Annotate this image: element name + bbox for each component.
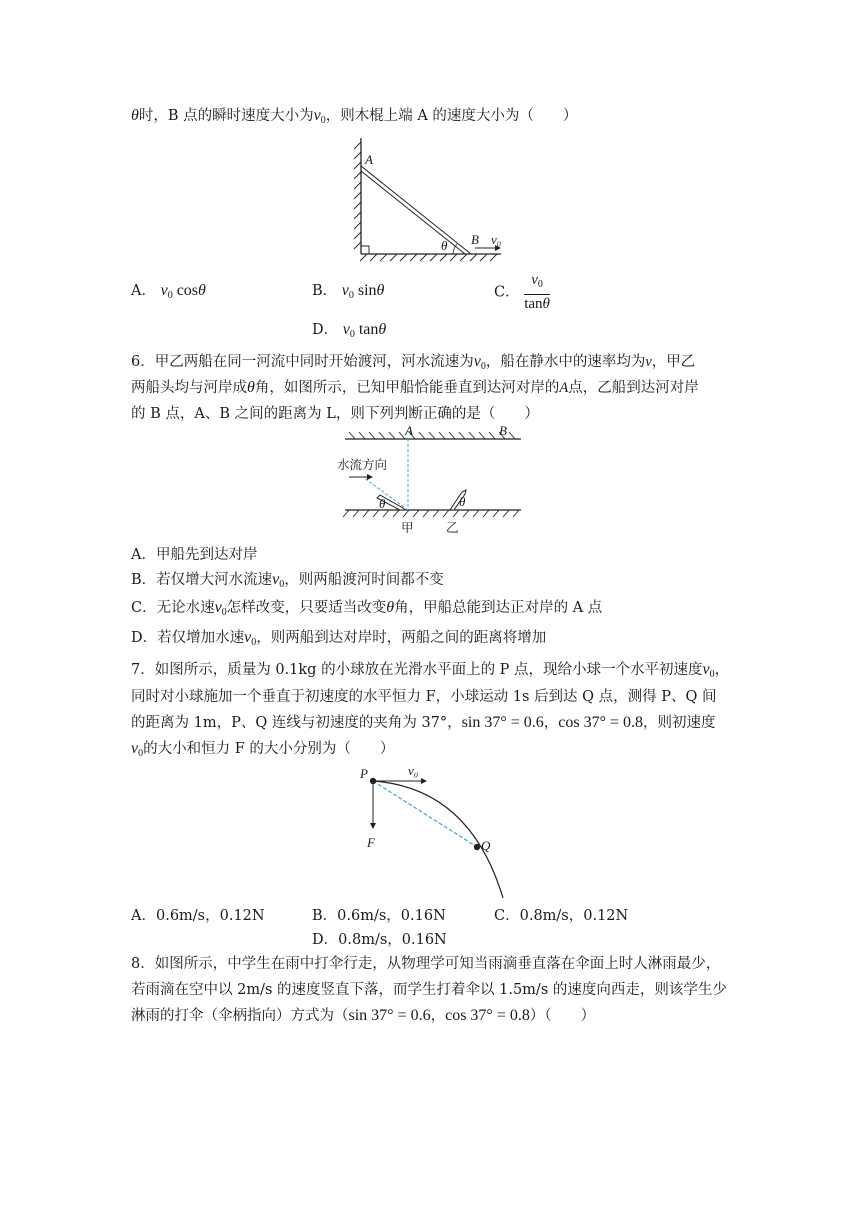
q8-stem-line1: 8．如图所示，中学生在雨中打伞行走，从物理学可知当雨滴垂直落在伞面上时人淋雨最少， (131, 956, 721, 972)
label-A: A (365, 152, 373, 167)
label-v0: v₀ (491, 232, 502, 247)
q5-option-a[interactable]: A． $v_0$ cosθ (131, 282, 206, 301)
q8-stem-line3: 淋雨的打伞（伞柄指向）方式为（sin 37° = 0.6，cos 37° = 0.8）（ ） (131, 1007, 596, 1024)
label-flow-direction: 水流方向 (337, 457, 388, 472)
q6-option-c[interactable]: C．无论水速$v_0$怎样改变，只要适当改变θ角，甲船总能到达正对岸的 A 点 (131, 599, 603, 618)
label-P: P (360, 766, 368, 781)
q7-stem-line2: 同时对小球施加一个垂直于初速度的水平恒力 F，小球运动 1s 后到达 Q 点，测得 P、Q 间 (131, 689, 717, 705)
label-theta: θ (441, 238, 448, 253)
q6-option-b[interactable]: B．若仅增大河水流速$v_0$，则两船渡河时间都不变 (131, 571, 444, 590)
label-B: B (499, 423, 507, 438)
label-theta-yi: θ (459, 494, 466, 509)
q6-option-d[interactable]: D．若仅增加水速$v_0$，则两船到达对岸时，两船之间的距离将增加 (131, 629, 547, 648)
q6-stem-line3: 的 B 点，A、B 之间的距离为 L，则下列判断正确的是（ ） (131, 406, 539, 422)
label-yi: 乙 (446, 520, 459, 535)
q5-option-d[interactable]: D． $v_0$ tanθ (312, 321, 387, 340)
label-F: F (367, 835, 375, 850)
label-theta-jia: θ (379, 496, 386, 511)
q5-ladder-figure (345, 134, 510, 264)
label-A: A (405, 423, 413, 438)
q5-stem: θ时，B 点的瞬时速度大小为$v_0$，则木棍上端 A 的速度大小为（ ） (131, 107, 578, 126)
q6-river-figure (333, 422, 533, 537)
q6-stem-line2: 两船头均与河岸成θ角，如图所示，已知甲船恰能垂直到达河对岸的A点，乙船到达河对岸 (131, 379, 699, 396)
q7-stem-line1: 7．如图所示，质量为 0.1kg 的小球放在光滑水平面上的 P 点，现给小球一个水平初速度$v_0$， (131, 661, 730, 680)
q7-trajectory-figure (355, 763, 515, 903)
q7-option-b[interactable]: B．0.6m/s，0.16N (312, 908, 446, 924)
q5-option-c[interactable]: C． $\frac{v_0}{\tan\theta}$ (494, 272, 550, 312)
label-v0: v₀ (408, 763, 419, 778)
q8-stem-line2: 若雨滴在空中以 2m/s 的速度竖直下落，而学生打着伞以 1.5m/s 的速度向西走，则该学生少 (131, 982, 727, 998)
q5-option-c-fraction: $\frac{v_0}{\tan\theta}$ (524, 272, 550, 312)
q6-option-a[interactable]: A．甲船先到达对岸 (131, 547, 258, 563)
q7-option-d[interactable]: D．0.8m/s，0.16N (312, 932, 447, 948)
q7-option-a[interactable]: A．0.6m/s，0.12N (131, 908, 265, 924)
q7-stem-line4: $v_0$的大小和恒力 F 的大小分别为（ ） (131, 740, 395, 759)
q7-stem-line3: 的距离为 1m，P、Q 连线与初速度的夹角为 37°，sin 37° = 0.6，cos 37° = 0.8，则初速度 (131, 714, 716, 731)
label-B: B (471, 232, 479, 247)
q6-stem-line1: 6．甲乙两船在同一河流中同时开始渡河，河水流速为$v_0$，船在静水中的速率均为v，甲乙 (131, 353, 696, 372)
q5-option-b[interactable]: B． $v_0$ sinθ (312, 282, 385, 301)
label-jia: 甲 (401, 520, 414, 535)
q7-option-c[interactable]: C．0.8m/s，0.12N (494, 908, 629, 924)
label-Q: Q (481, 838, 491, 853)
